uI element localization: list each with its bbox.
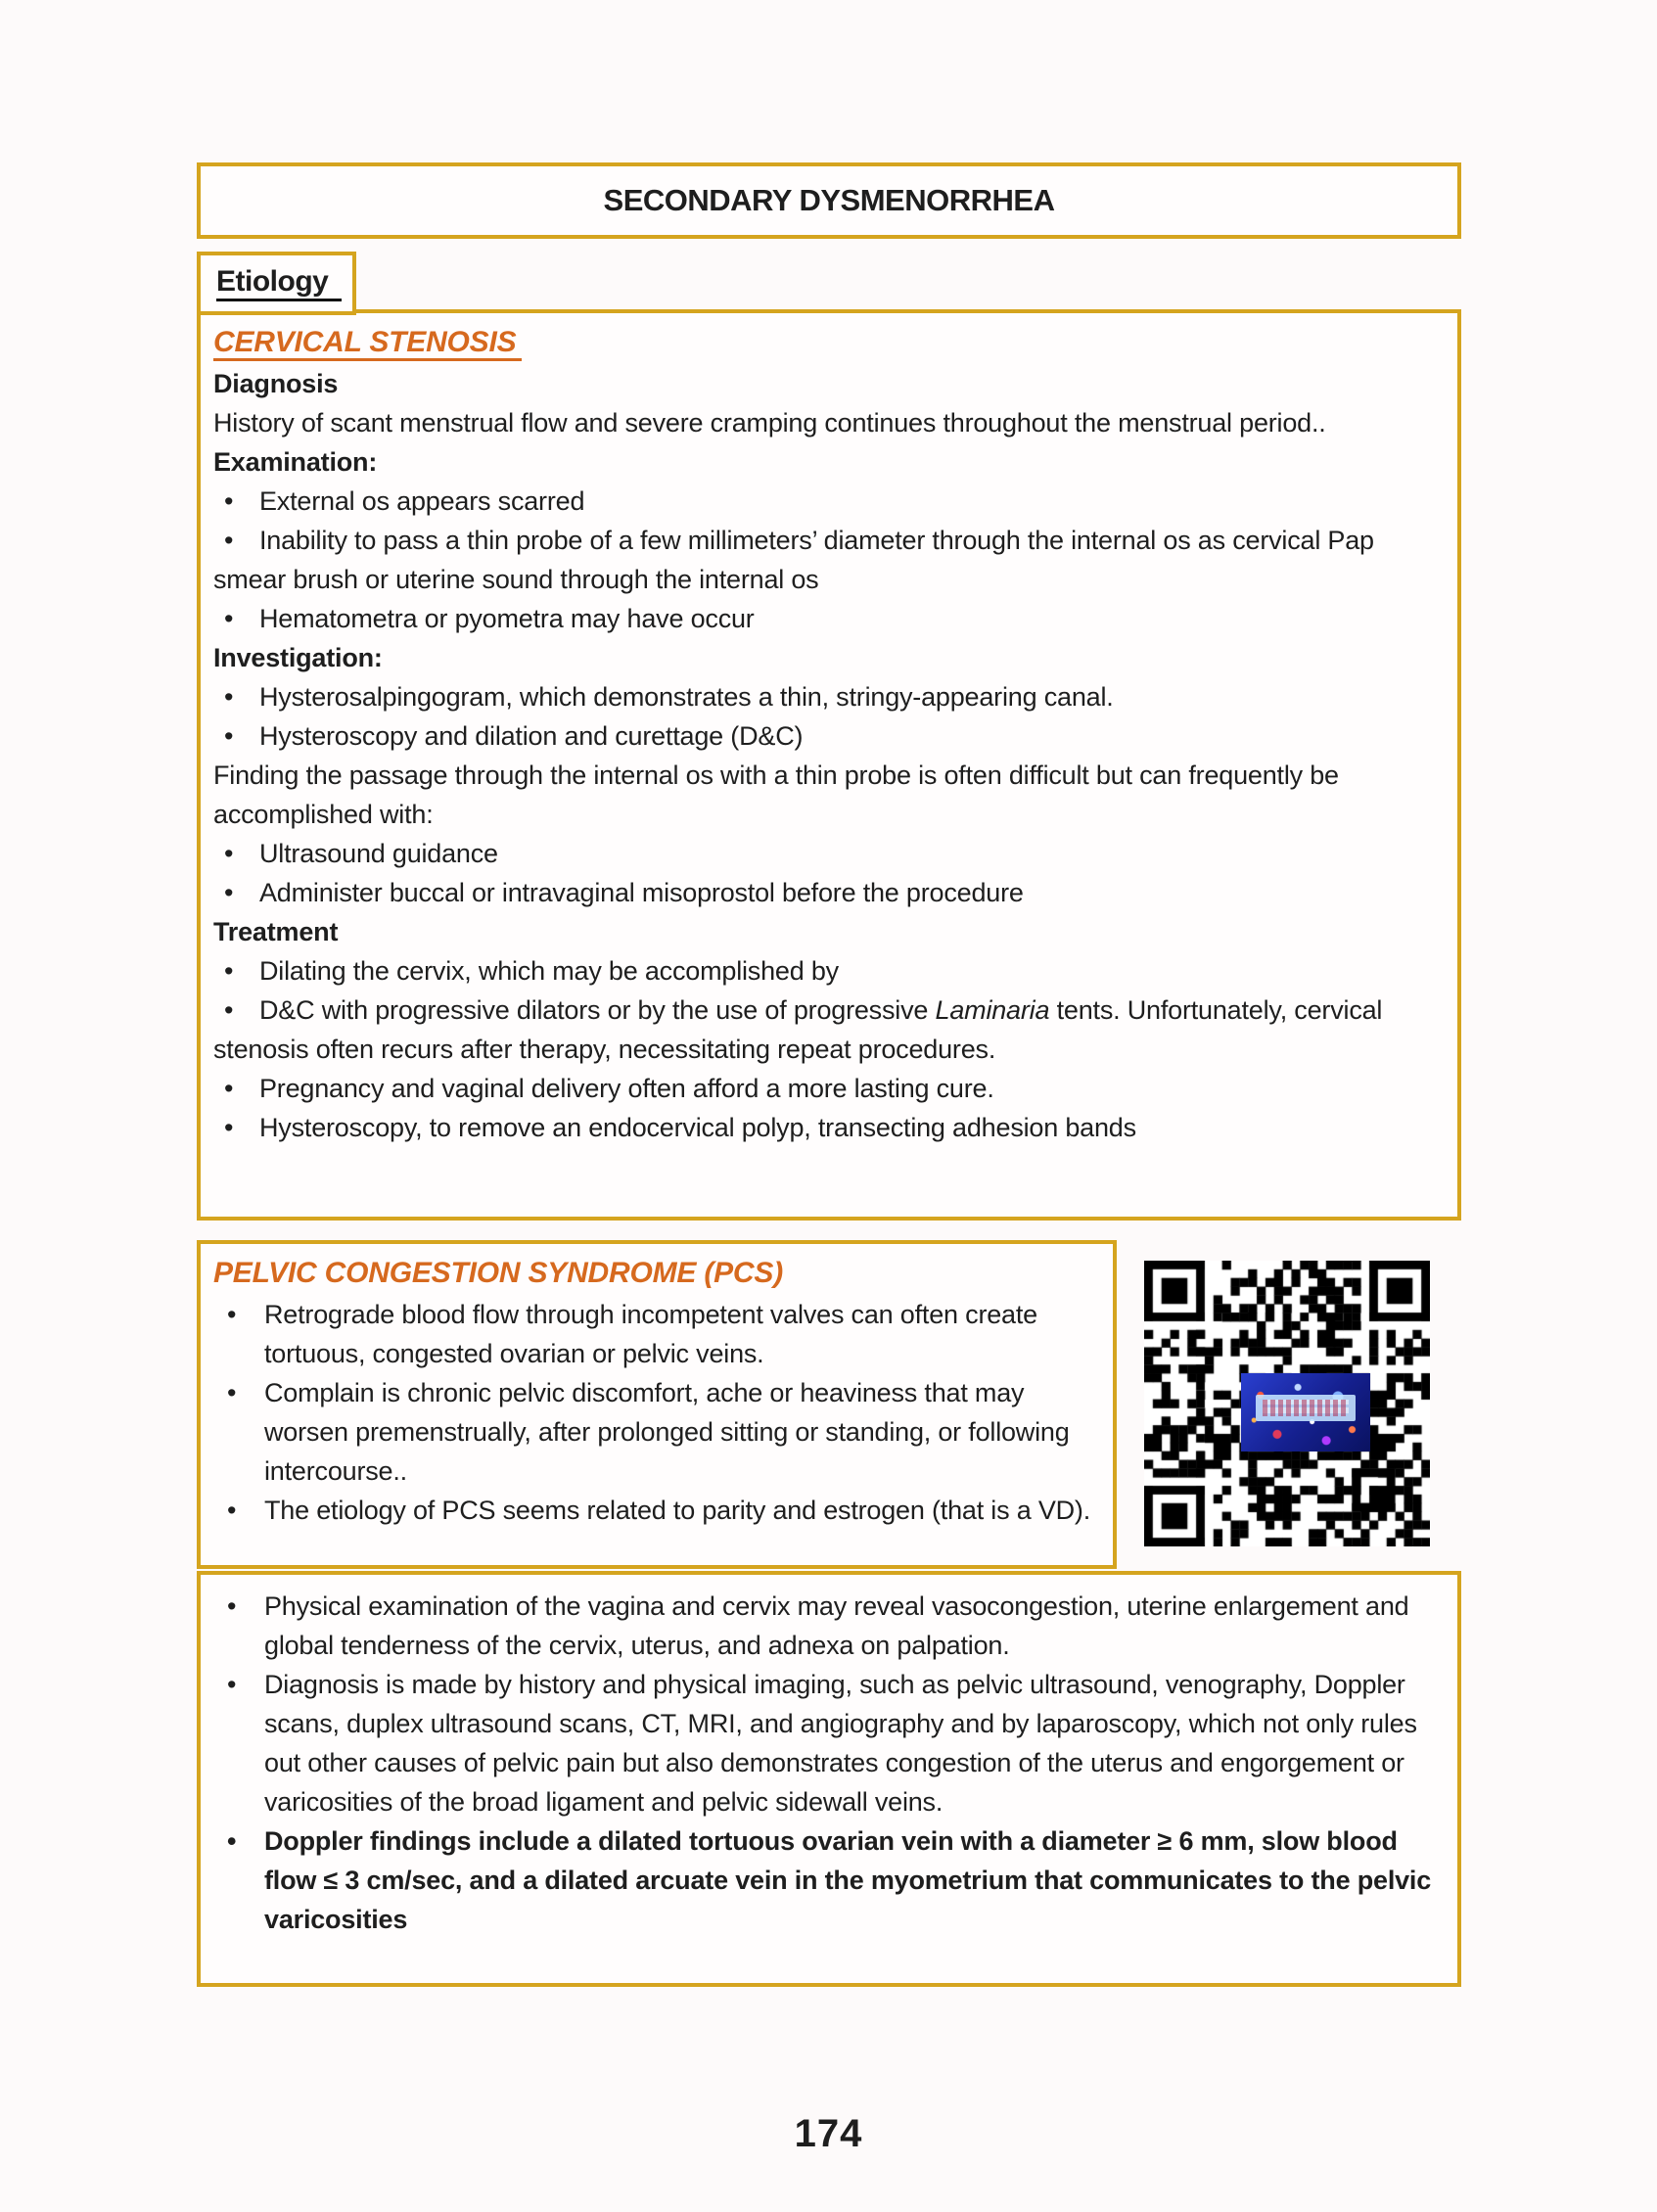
- diagnosis-label: Diagnosis: [213, 369, 339, 398]
- bullet-item: • External os appears scarred: [213, 482, 1438, 521]
- bullet-item: • Physical examination of the vagina and cervix may reveal vasocongestion, uterine enlargement and global tenderness of the cervix, uterus, and adnexa on palpation.: [227, 1587, 1438, 1665]
- pcs-continuation-section: [197, 1571, 1461, 1987]
- section-heading-cervical-stenosis: CERVICAL STENOSIS: [213, 321, 1438, 364]
- section-heading-pcs: PELVIC CONGESTION SYNDROME (PCS): [213, 1257, 783, 1289]
- etiology-tab: [197, 252, 356, 315]
- bullet-icon: •: [224, 682, 234, 712]
- finding-text: Finding the passage through the internal os with a thin probe is often difficult but can frequently be accomplished with:: [213, 760, 1339, 829]
- bullet-item: • Inability to pass a thin probe of a few millimeters’ diameter through the internal os as cervical Pap smear brush or uterine sound through the internal os: [213, 521, 1438, 599]
- bullet-icon: •: [224, 956, 234, 986]
- bullet-item: • Administer buccal or intravaginal misoprostol before the procedure: [213, 873, 1438, 912]
- bullet-item: • Complain is chronic pelvic discomfort, ache or heaviness that may worsen premenstrually, after prolonged sitting or standing, or following intercourse..: [227, 1373, 1101, 1491]
- qr-center-image: [1241, 1373, 1370, 1452]
- bullet-icon: •: [224, 1074, 234, 1103]
- bullet-item: • Hematometra or pyometra may have occur: [213, 599, 1438, 638]
- bullet-item: • D&C with progressive dilators or by the use of progressive Laminaria tents. Unfortunately, cervical stenosis often recurs after therapy, necessitating repeat procedures.: [213, 991, 1438, 1069]
- etiology-label: Etiology: [216, 265, 342, 301]
- examination-label: Examination:: [213, 447, 378, 477]
- bullet-item: • Hysteroscopy and dilation and curettage (D&C): [213, 716, 1438, 756]
- bullet-icon: •: [224, 839, 234, 868]
- bullet-icon: •: [224, 1113, 234, 1142]
- bullet-item: • Dilating the cervix, which may be accomplished by: [213, 951, 1438, 991]
- bullet-item: • Ultrasound guidance: [213, 834, 1438, 873]
- bullet-icon: •: [227, 1591, 237, 1621]
- bullet-icon: •: [224, 604, 234, 633]
- bullet-icon: •: [227, 1496, 237, 1525]
- page-title: SECONDARY DYSMENORRHEA: [603, 183, 1055, 217]
- bullet-icon: •: [224, 995, 234, 1025]
- bullet-icon: •: [227, 1826, 237, 1856]
- bullet-item: • Doppler findings include a dilated tortuous ovarian vein with a diameter ≥ 6 mm, slow blood flow ≤ 3 cm/sec, and a dilated arcuate vein in the myometrium that communicates to the pelvic varicosities: [227, 1821, 1438, 1939]
- bullet-icon: •: [224, 721, 234, 751]
- qr-center-label-strip: [1256, 1395, 1356, 1421]
- bullet-icon: •: [227, 1300, 237, 1329]
- bullet-icon: •: [224, 526, 234, 555]
- bullet-item: • Hysteroscopy, to remove an endocervical polyp, transecting adhesion bands: [213, 1108, 1438, 1147]
- bullet-item: • Retrograde blood flow through incompetent valves can often create tortuous, congested ovarian or pelvic veins.: [227, 1295, 1101, 1373]
- bullet-item: • Diagnosis is made by history and physical imaging, such as pelvic ultrasound, venography, Doppler scans, duplex ultrasound scans, CT, MRI, and angiography and by laparoscopy, which not only rules out other causes of pelvic pain but also demonstrates congestion of the uterus and engorgement or varicosities of the broad ligament and pelvic sidewall veins.: [227, 1665, 1438, 1821]
- pelvic-congestion-section: [197, 1240, 1117, 1569]
- qr-code: [1144, 1256, 1430, 1551]
- page-number: 174: [794, 2112, 863, 2155]
- cervical-stenosis-section: [197, 309, 1461, 1221]
- bullet-item: • Pregnancy and vaginal delivery often afford a more lasting cure.: [213, 1069, 1438, 1108]
- bullet-icon: •: [227, 1378, 237, 1407]
- bullet-item: • The etiology of PCS seems related to parity and estrogen (that is a VD).: [227, 1491, 1101, 1530]
- investigation-label: Investigation:: [213, 643, 383, 672]
- treatment-label: Treatment: [213, 917, 339, 946]
- bullet-icon: •: [224, 486, 234, 516]
- diagnosis-text: History of scant menstrual flow and severe cramping continues throughout the menstrual period..: [213, 408, 1326, 438]
- title-box: [197, 162, 1461, 239]
- laminaria-italic: Laminaria: [935, 995, 1050, 1025]
- bullet-item: • Hysterosalpingogram, which demonstrates a thin, stringy-appearing canal.: [213, 677, 1438, 716]
- bullet-icon: •: [224, 878, 234, 907]
- bullet-icon: •: [227, 1670, 237, 1699]
